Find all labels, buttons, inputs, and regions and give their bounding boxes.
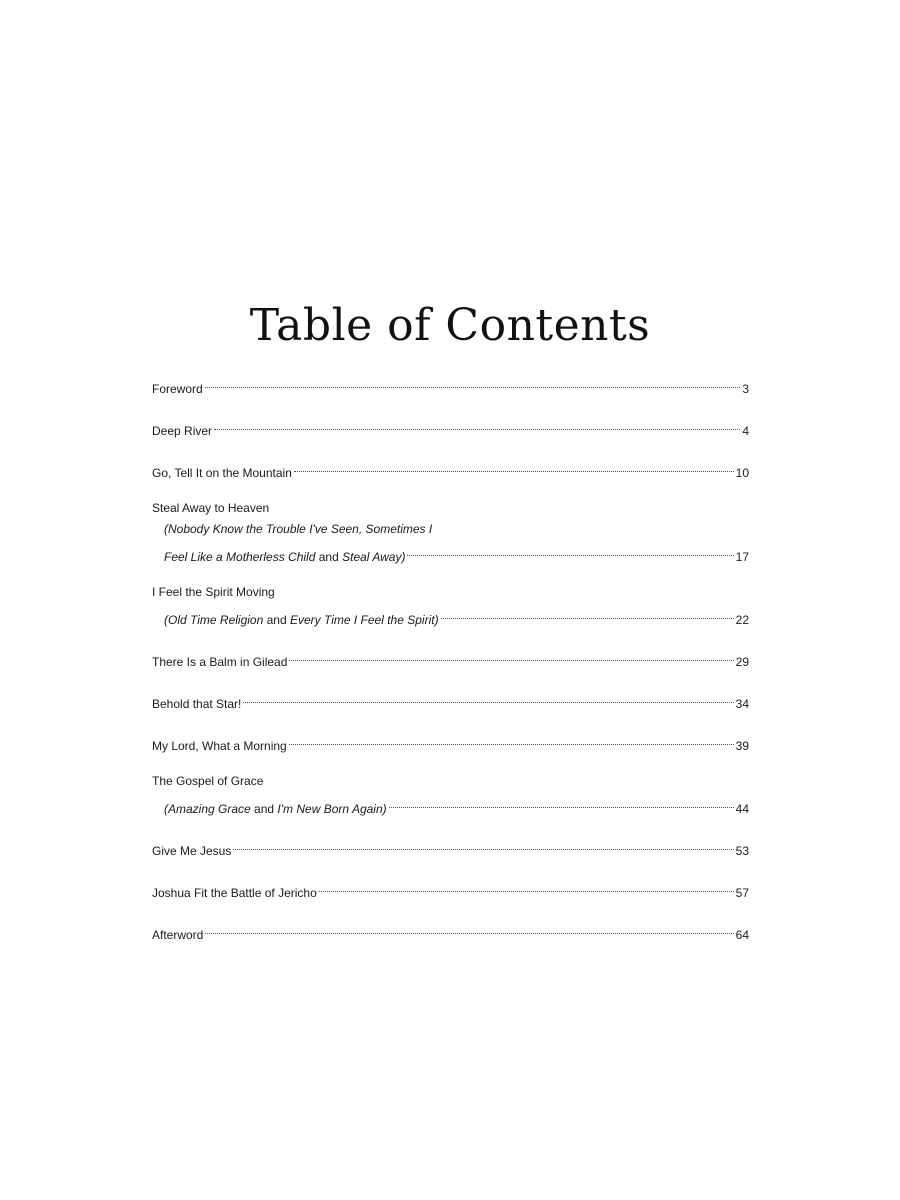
dot-leader [289, 645, 733, 666]
toc-entry [152, 498, 749, 564]
toc-entry-title-line [152, 645, 749, 669]
toc-entry-subtitle [164, 610, 439, 631]
toc-entry-text-part: I'm New Born Again) [277, 802, 387, 816]
toc-entry-text-part: and [263, 613, 290, 627]
toc-entry-title-line [152, 372, 749, 396]
dot-leader [233, 834, 733, 855]
toc-entry-subtitle-line [152, 792, 749, 816]
toc-entry [152, 645, 749, 669]
toc-entry [152, 687, 749, 711]
dot-leader [389, 792, 734, 813]
dot-leader [441, 603, 734, 624]
toc-entry [152, 876, 749, 900]
toc-page-number: 10 [735, 466, 749, 480]
toc-entry-subtitle [164, 799, 387, 820]
dot-leader [243, 687, 733, 708]
toc-entry [152, 729, 749, 753]
toc-entry-title: Go, Tell It on the Mountain [152, 466, 292, 480]
toc-page-number: 34 [735, 697, 749, 711]
toc-entry [152, 918, 749, 942]
entry-spacer [152, 708, 749, 729]
toc-entry-title-line [152, 771, 749, 792]
page-title: Table of Contents [249, 300, 651, 351]
toc-entry-title: Foreword [152, 382, 203, 396]
entry-spacer [152, 855, 749, 876]
toc-entry-title: Afterword [152, 928, 204, 942]
toc-entry-text-part: (Amazing Grace [164, 802, 251, 816]
toc-page-number: 39 [735, 739, 749, 753]
toc-entry [152, 582, 749, 627]
toc-entry-title: Give Me Jesus [152, 844, 232, 858]
toc-entry [152, 372, 749, 396]
dot-leader [205, 372, 741, 393]
toc-entry-title-line [152, 876, 749, 900]
toc-entry-title-line [152, 456, 749, 480]
dot-leader [319, 876, 734, 897]
dot-leader [205, 918, 733, 939]
toc-page-number: 64 [735, 928, 749, 942]
entry-spacer [152, 435, 749, 456]
toc-entry-title-line [152, 582, 749, 603]
dot-leader [214, 414, 740, 435]
toc-page-number: 44 [735, 802, 749, 816]
toc-entry-title-line [152, 918, 749, 942]
toc-page-number: 53 [735, 844, 749, 858]
toc-entry-title: Steal Away to Heaven [152, 501, 270, 515]
toc-page-number: 17 [735, 550, 749, 564]
toc-entry-title-line [152, 834, 749, 858]
toc-entry-title: I Feel the Spirit Moving [152, 585, 275, 599]
entry-spacer [152, 393, 749, 414]
toc-entry-subtitle-line [152, 519, 749, 540]
toc-entry-title: Behold that Star! [152, 697, 242, 711]
toc-entry-text-part: and [250, 802, 278, 816]
toc-entry-subtitle: (Nobody Know the Trouble I've Seen, Sometimes I [164, 522, 433, 536]
toc-entry-text-part: Feel Like a Motherless Child [164, 550, 316, 564]
toc-entry-text-part: Steal Away) [342, 550, 406, 564]
toc-entry-title: My Lord, What a Morning [152, 739, 287, 753]
dot-leader [294, 456, 734, 477]
toc-entry-title-line [152, 414, 749, 438]
toc-entry [152, 414, 749, 438]
toc-entry-title-line [152, 498, 749, 519]
toc-entry [152, 834, 749, 858]
toc-page-number: 29 [735, 655, 749, 669]
toc-entry-subtitle-line [152, 603, 749, 627]
toc-page-number: 22 [735, 613, 749, 627]
toc-entry-title: Joshua Fit the Battle of Jericho [152, 886, 317, 900]
toc-entry-subtitle-line [152, 540, 749, 564]
dot-leader [407, 540, 733, 561]
toc-entry-text-part: and [315, 550, 343, 564]
toc-page-number: 4 [742, 424, 749, 438]
toc-entry-title: The Gospel of Grace [152, 774, 264, 788]
toc-list [152, 372, 749, 942]
toc-entry [152, 456, 749, 480]
toc-entry-title-line [152, 687, 749, 711]
toc-entry-text-part: (Old Time Religion [164, 613, 264, 627]
toc-entry [152, 771, 749, 816]
toc-entry-text-part: Every Time I Feel the Spirit) [289, 613, 439, 627]
toc-entry-title: There Is a Balm in Gilead [152, 655, 288, 669]
toc-page-number: 57 [735, 886, 749, 900]
toc-page-number: 3 [742, 382, 749, 396]
toc-entry-title-line [152, 729, 749, 753]
toc-entry-title: Deep River [152, 424, 213, 438]
toc-entry-subtitle [164, 547, 405, 568]
dot-leader [289, 729, 734, 750]
